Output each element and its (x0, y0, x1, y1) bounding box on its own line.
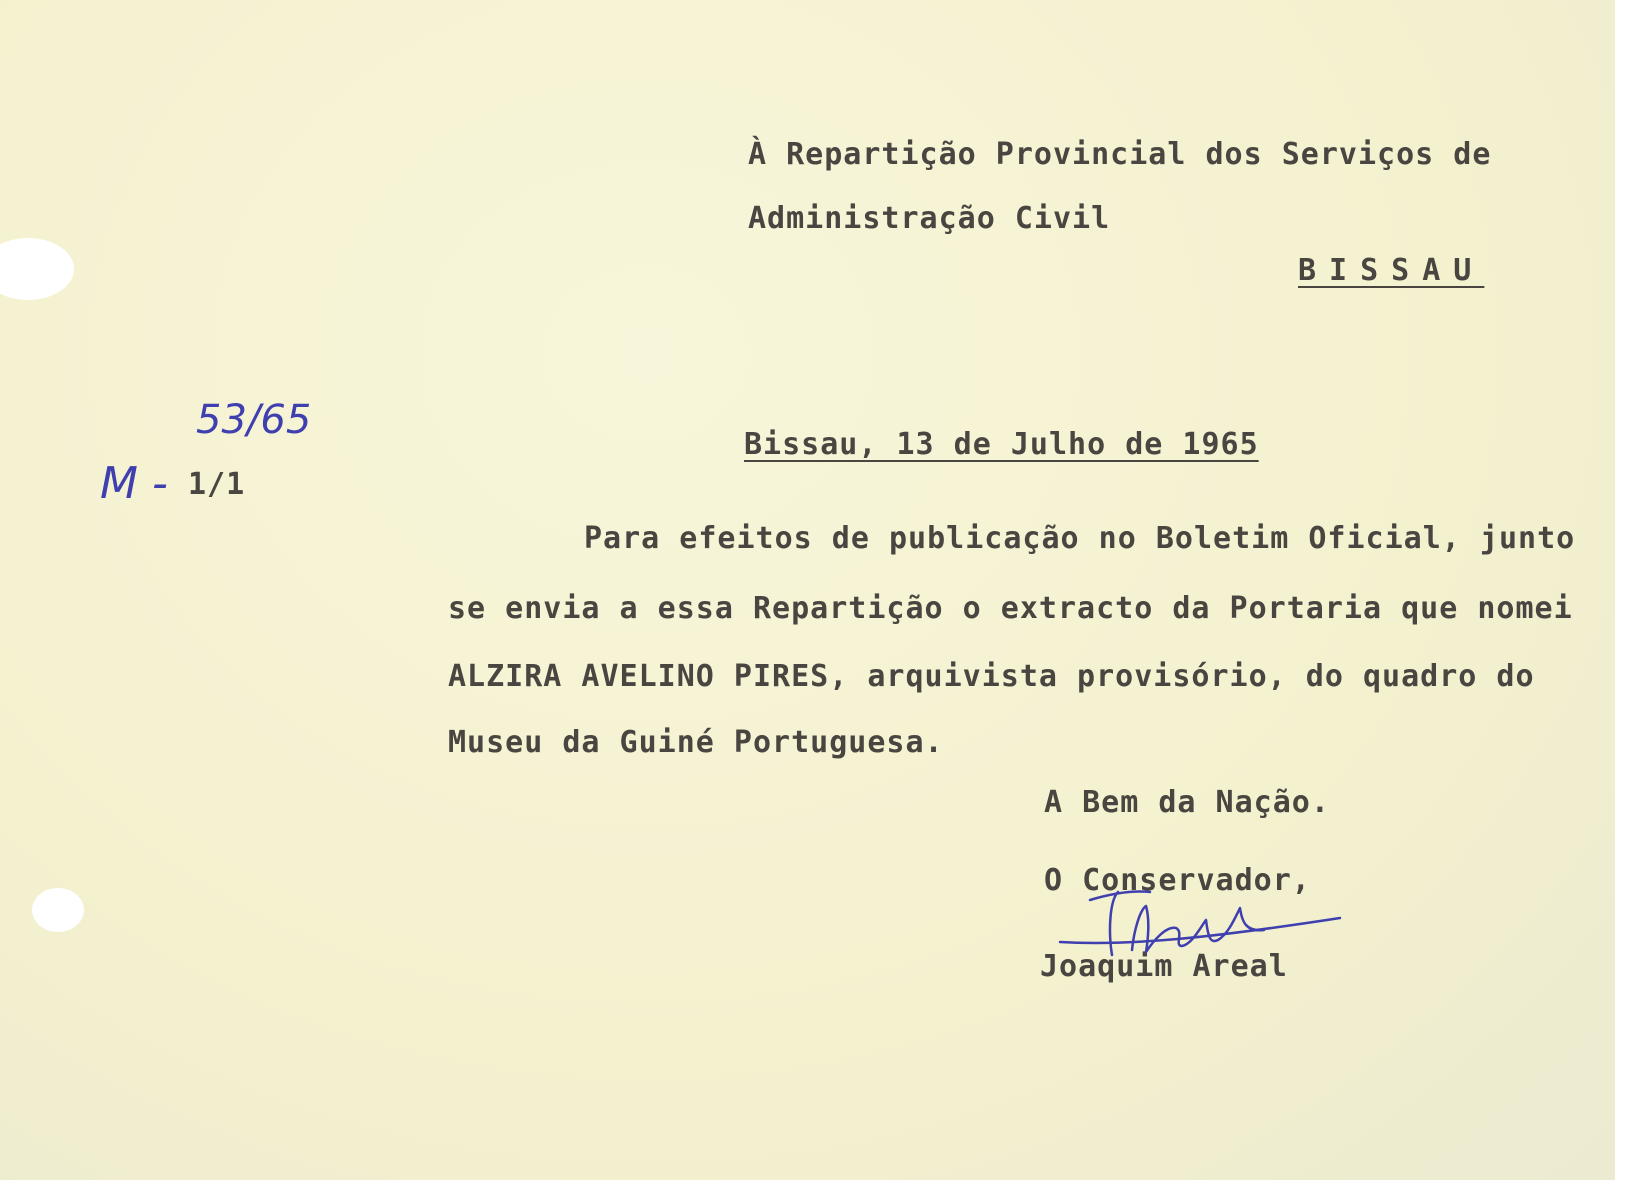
signatory-name: Joaquim Areal (1040, 949, 1288, 984)
recipient-city: BISSAU (1298, 253, 1485, 288)
file-mark-typed: 1/1 (188, 467, 246, 502)
recipient-line-1: À Repartição Provincial dos Serviços de (748, 137, 1492, 172)
body-line-1: Para efeitos de publicação no Boletim Oficial, junto (584, 521, 1576, 556)
body-line-2: se envia a essa Repartição o extracto da Portaria que nomei (448, 591, 1573, 626)
signatory-title: O Conservador, (1044, 863, 1311, 898)
file-mark-handwritten: M - (100, 458, 168, 509)
body-line-4: Museu da Guiné Portuguesa. (448, 725, 944, 760)
handwritten-signature (1050, 880, 1350, 990)
reference-number: 53/65 (196, 397, 312, 443)
recipient-line-2: Administração Civil (748, 201, 1111, 236)
punch-hole-top (0, 238, 74, 300)
body-line-3: ALZIRA AVELINO PIRES, arquivista provisório, do quadro do (448, 659, 1535, 694)
date-line: Bissau, 13 de Julho de 1965 (744, 427, 1259, 462)
scan-margin (1615, 0, 1643, 1180)
punch-hole-bottom (32, 888, 84, 932)
closing-phrase: A Bem da Nação. (1044, 785, 1330, 820)
